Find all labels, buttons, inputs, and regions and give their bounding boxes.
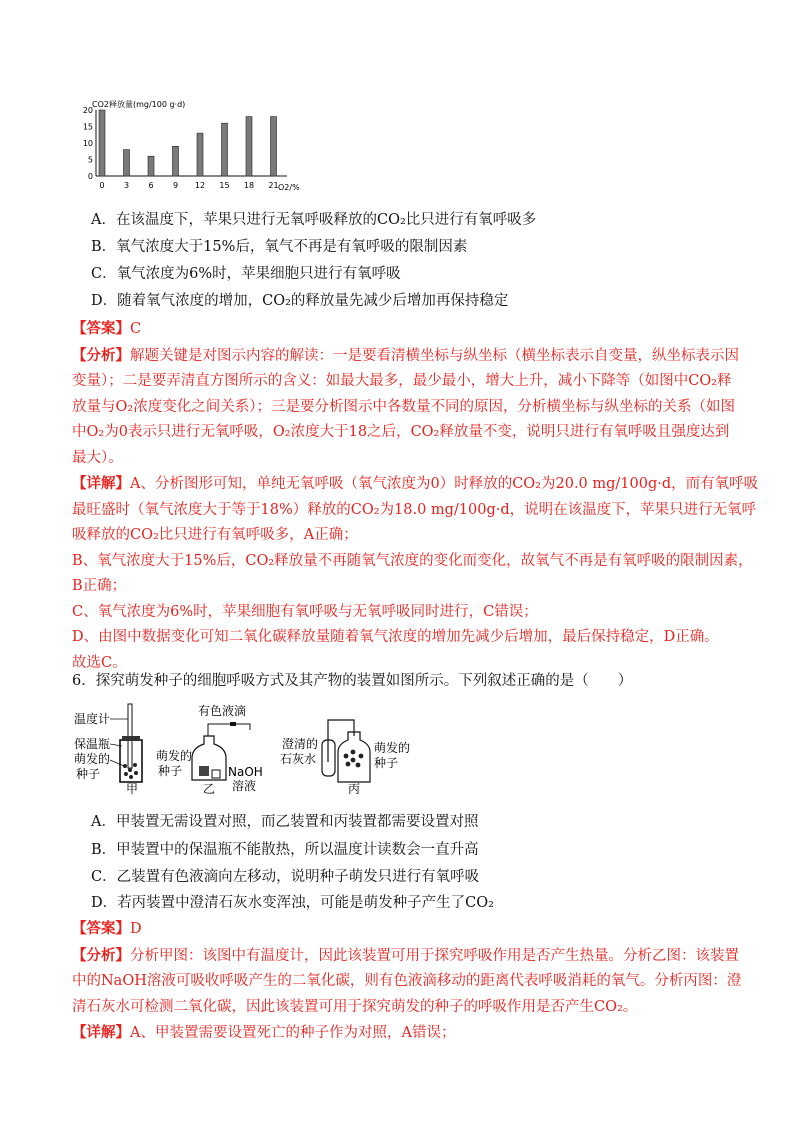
q6-solution: [72, 916, 742, 1047]
label-limewater2: 石灰水: [280, 752, 317, 766]
detail-text: C、氧气浓度为6%时，苹果细胞有氧呼吸与无氧呼吸同时进行，C错误；: [72, 603, 538, 620]
q5-option-c: C．氧气浓度为6%时，苹果细胞只进行有氧呼吸: [91, 266, 401, 282]
y-axis-label: CO2释放量(mg/100 g·d): [92, 100, 186, 109]
seed-cluster-c: [344, 750, 364, 768]
x-tick-label: 6: [148, 181, 154, 190]
q5-option-d: D．随着氧气浓度的增加，CO₂的释放量先减少后增加再保持稳定: [91, 293, 509, 309]
bar: [148, 156, 154, 176]
q6-option-b: B．甲装置中的保温瓶不能散热，所以温度计读数会一直升高: [91, 842, 479, 858]
analysis-text: 中O₂为0表示只进行无氧呼吸，O₂浓度大于18之后，CO₂释放量不变，说明只进行有氧呼吸且强度达到: [72, 424, 730, 440]
label-bing: 丙: [348, 782, 361, 796]
thermos-lid: [122, 736, 140, 741]
detail-text: 吸释放的CO₂比只进行有氧呼吸多，A正确；: [72, 527, 358, 543]
q6-answer-line: [72, 916, 722, 943]
glass-tube: [208, 724, 250, 736]
label-seeds-c: 萌发的: [374, 741, 411, 755]
answer-value: D: [130, 921, 142, 937]
analysis-text: 变量）；二是要弄清直方图所示的含义：如最大最多，最少最小，增大上升，减小下降等（如图中CO₂释: [72, 373, 732, 389]
detail-text: 故选C。: [72, 654, 127, 671]
seed-cluster-a: [123, 763, 138, 779]
x-tick-label: 0: [99, 181, 105, 190]
detail-text: B、氧气浓度大于15%后，CO₂释放量不再随氧气浓度的变化而变化，故氧气不再是有氧呼吸的限制因素，: [72, 552, 753, 569]
y-tick-label: 0: [87, 172, 93, 181]
x-tick-label: 21: [268, 181, 279, 190]
x-axis-label: O2/%: [278, 183, 300, 192]
y-tick-label: 5: [87, 155, 93, 165]
pointer-line: [110, 760, 124, 766]
detail-tag: 【详解】: [72, 1024, 130, 1041]
detail-line: [72, 471, 759, 498]
apparatus-figure: [70, 700, 411, 796]
flask-c: [338, 732, 370, 782]
label-naoh2: 溶液: [232, 779, 257, 793]
label-seeds-b: 萌发的: [156, 749, 193, 763]
q5-option-a: A．在该温度下，苹果只进行无氧呼吸释放的CO₂比只进行有氧呼吸多: [91, 212, 537, 228]
analysis-text: 解题关键是对图示内容的解读：一是要看清横坐标与纵坐标（横坐标表示自变量，纵坐标表示因: [130, 347, 739, 364]
answer-tag: 【答案】: [72, 920, 130, 937]
label-jia: 甲: [126, 782, 139, 796]
analysis-text: 最大）。: [72, 449, 123, 466]
x-tick-label: 9: [172, 181, 179, 190]
label-thermos: 保温瓶: [74, 737, 111, 751]
seed-box-b: [199, 766, 209, 776]
answer-tag: 【答案】: [72, 320, 130, 337]
y-tick-label: 20: [82, 106, 93, 115]
label-limewater: 澄清的: [282, 737, 319, 751]
label-dye-drop: 有色液滴: [198, 704, 247, 718]
bar: [124, 150, 130, 176]
label-seeds-a2: 种子: [76, 767, 101, 781]
bar: [246, 117, 252, 176]
analysis-line: [72, 943, 739, 970]
bar: [222, 123, 228, 176]
co2-bar-chart: [82, 96, 312, 202]
detail-text: B正确；: [72, 578, 127, 594]
label-seeds-c2: 种子: [374, 756, 399, 770]
detail-text: 最旺盛时（氧气浓度大于等于18%）释放的CO₂为18.0 mg/100g·d，说明在该温度下，苹果只进行无氧呼: [72, 501, 757, 518]
analysis-text: 清石灰水可检测二氧化碳，因此该装置可用于探究萌发的种子的呼吸作用是否产生CO₂。: [72, 998, 638, 1015]
analysis-tag: 【分析】: [72, 946, 130, 964]
analysis-text: 中的NaOH溶液可吸收呼吸产生的二氧化碳，则有色液滴移动的距离代表呼吸消耗的氧气。分析丙图：澄: [72, 973, 742, 989]
detail-tag: 【详解】: [72, 475, 130, 492]
detail-text: D、由图中数据变化可知二氧化碳释放量随着氧气浓度的增加先减少后增加，最后保持稳定，D正确。: [72, 629, 719, 645]
detail-text: A、分析图形可知，单纯无氧呼吸（氧气浓度为0）时释放的CO₂为20.0 mg/100g·d，而有氧呼吸: [130, 476, 759, 492]
x-tick-label: 12: [194, 181, 206, 190]
x-tick-label: 15: [219, 181, 230, 190]
x-tick-label: 18: [243, 181, 255, 190]
q6-option-a: A．甲装置无需设置对照，而乙装置和丙装置都需要设置对照: [91, 814, 479, 830]
label-seeds-a: 萌发的: [74, 752, 111, 766]
detail-text: A、甲装置需要设置死亡的种子作为对照，A错误；: [130, 1025, 456, 1041]
bar: [197, 133, 203, 176]
q5-solution: [72, 316, 759, 676]
q5-answer-line: [72, 316, 722, 343]
analysis-tag: 【分析】: [72, 346, 130, 364]
y-tick-label: 10: [82, 139, 93, 148]
x-tick-label: 3: [123, 181, 130, 190]
label-naoh: NaOH: [228, 765, 263, 779]
bar: [173, 146, 179, 176]
dye-drop: [230, 722, 236, 726]
label-seeds-b2: 种子: [158, 764, 183, 778]
label-thermometer: 温度计: [74, 712, 111, 726]
q6-option-d: D．若丙装置中澄清石灰水变浑浊，可能是萌发种子产生了CO₂: [91, 895, 494, 911]
bar: [271, 117, 277, 176]
q5-option-b: B．氧气浓度大于15%后，氧气不再是有氧呼吸的限制因素: [91, 239, 468, 255]
q6-option-c: C．乙装置有色液滴向左移动，说明种子萌发只进行有氧呼吸: [91, 869, 480, 885]
bar: [99, 110, 105, 176]
analysis-text: 放量与O₂浓度变化之间关系）；三是要分析图示中各数量不同的原因，分析横坐标与纵坐标的关系（如图: [72, 398, 735, 415]
analysis-line: [72, 343, 739, 370]
analysis-text: 分析甲图：该图中有温度计，因此该装置可用于探究呼吸作用是否产生热量。分析乙图：该装置: [130, 947, 739, 964]
q6-stem: 6．探究萌发种子的细胞呼吸方式及其产物的装置如图所示。下列叙述正确的是（ ）: [72, 673, 633, 689]
y-tick-label: 15: [82, 122, 93, 132]
answer-value: C: [130, 321, 142, 337]
label-yi: 乙: [203, 782, 216, 796]
naoh-cup: [212, 770, 220, 778]
detail-line: [72, 1020, 722, 1047]
